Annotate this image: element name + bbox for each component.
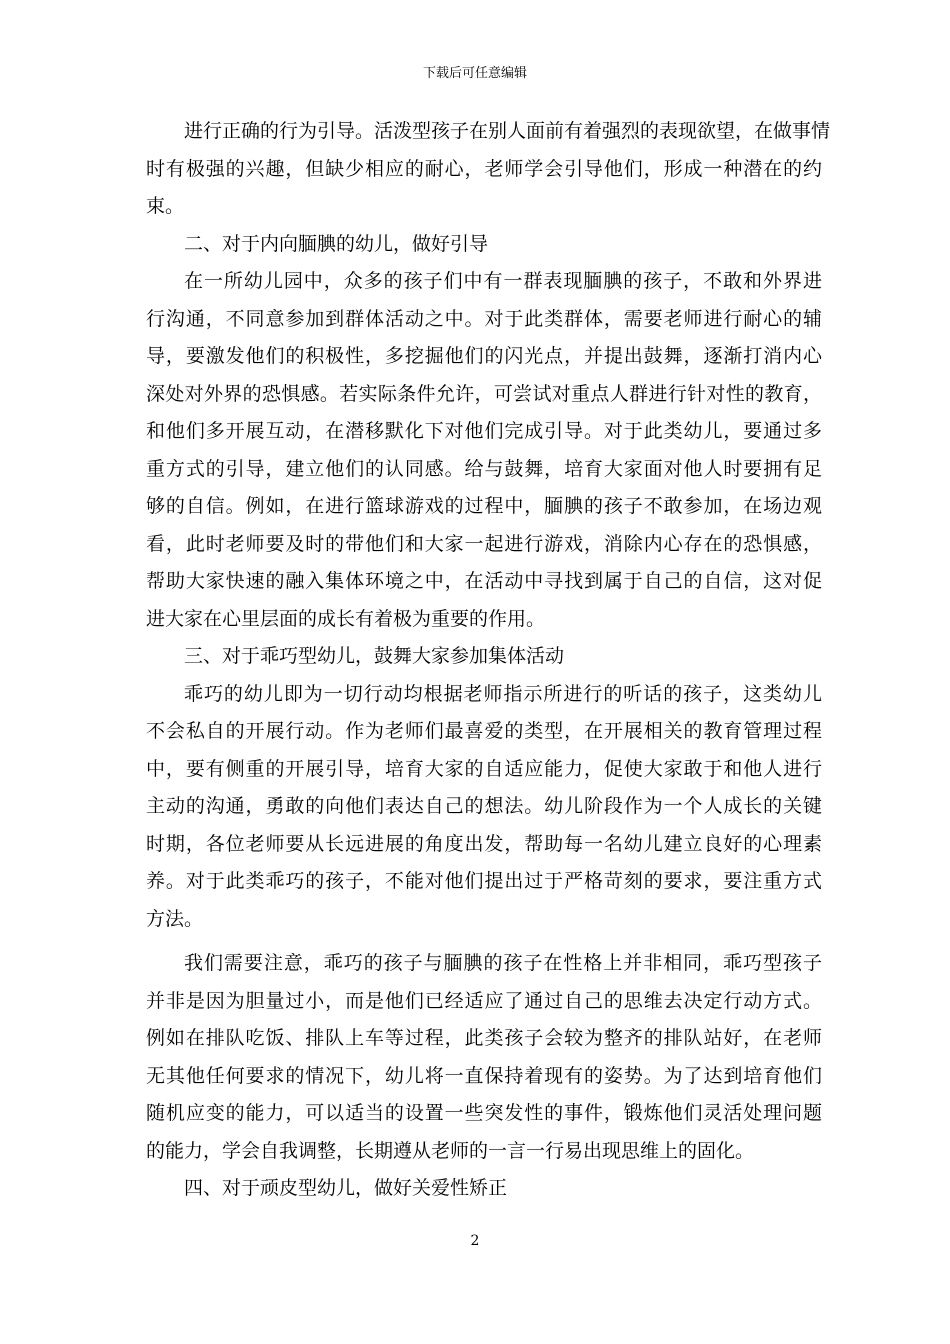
body-paragraph	[146, 950, 822, 1164]
text-line: 和他们多开展互动，在潜移默化下对他们完成引导。对于此类幼儿，要通过多	[146, 420, 822, 442]
text-line: 时期，各位老师要从长远进展的角度出发，帮助每一名幼儿建立良好的心理素	[146, 832, 822, 855]
body-paragraph	[146, 681, 822, 932]
text-line: 并非是因为胆量过小，而是他们已经适应了通过自己的思维去决定行动方式。	[146, 989, 822, 1012]
text-line: 二、对于内向腼腆的幼儿，做好引导	[184, 232, 489, 255]
text-line: 帮助大家快速的融入集体环境之中，在活动中寻找到属于自己的自信，这对促	[146, 570, 822, 592]
text-line: 我们需要注意，乖巧的孩子与腼腆的孩子在性格上并非相同，乖巧型孩子	[184, 952, 822, 974]
text-line: 导，要激发他们的积极性，多挖掘他们的闪光点，并提出鼓舞，逐渐打消内心	[146, 345, 822, 367]
text-line: 养。对于此类乖巧的孩子，不能对他们提出过于严格苛刻的要求，要注重方式	[146, 870, 822, 892]
text-line: 重方式的引导，建立他们的认同感。给与鼓舞，培育大家面对他人时要拥有足	[146, 457, 822, 480]
text-line: 主动的沟通，勇敢的向他们表达自己的想法。幼儿阶段作为一个人成长的关键	[146, 795, 822, 817]
body-paragraph	[146, 268, 822, 632]
text-line: 乖巧的幼儿即为一切行动均根据老师指示所进行的听话的孩子，这类幼儿	[184, 682, 822, 705]
text-line: 不会私自的开展行动。作为老师们最喜爱的类型，在开展相关的教育管理过程	[146, 720, 822, 742]
text-line: 时有极强的兴趣，但缺少相应的耐心，老师学会引导他们，形成一种潜在的约	[146, 157, 822, 180]
page-header: 下载后可任意编辑	[422, 66, 527, 81]
text-line: 行沟通，不同意参加到群体活动之中。对于此类群体，需要老师进行耐心的辅	[146, 307, 822, 330]
text-line: 束。	[146, 195, 185, 217]
body-paragraph	[146, 118, 831, 219]
text-line: 在一所幼儿园中，众多的孩子们中有一群表现腼腆的孩子，不敢和外界进	[184, 270, 822, 292]
page-number: 2	[470, 1233, 480, 1249]
text-line: 随机应变的能力，可以适当的设置一些突发性的事件，锻炼他们灵活处理问题	[146, 1102, 822, 1124]
section-heading	[146, 643, 822, 669]
text-line: 四、对于顽皮型幼儿，做好关爱性矫正	[184, 1177, 508, 1199]
text-line: 三、对于乖巧型幼儿，鼓舞大家参加集体活动	[184, 645, 565, 667]
section-heading	[146, 1175, 822, 1201]
text-line: 进行正确的行为引导。活泼型孩子在别人面前有着强烈的表现欲望，在做事情	[184, 120, 831, 142]
text-line: 方法。	[146, 907, 204, 930]
text-line: 深处对外界的恐惧感。若实际条件允许，可尝试对重点人群进行针对性的教育，	[146, 382, 822, 405]
section-heading	[146, 231, 822, 257]
text-line: 够的自信。例如，在进行篮球游戏的过程中，腼腆的孩子不敢参加，在场边观	[146, 495, 822, 517]
text-line: 进大家在心里层面的成长有着极为重要的作用。	[146, 607, 546, 630]
text-line: 中，要有侧重的开展引导，培育大家的自适应能力，促使大家敢于和他人进行	[146, 757, 822, 780]
document-body	[146, 118, 831, 1213]
text-line: 例如在排队吃饭、排队上车等过程，此类孩子会较为整齐的排队站好，在老师	[146, 1027, 822, 1049]
paragraph-gap	[146, 943, 822, 950]
text-line: 的能力，学会自我调整，长期遵从老师的一言一行易出现思维上的固化。	[146, 1139, 755, 1162]
text-line: 无其他任何要求的情况下，幼儿将一直保持着现有的姿势。为了达到培育他们	[146, 1064, 822, 1087]
text-line: 看，此时老师要及时的带他们和大家一起进行游戏，消除内心存在的恐惧感，	[146, 532, 822, 555]
